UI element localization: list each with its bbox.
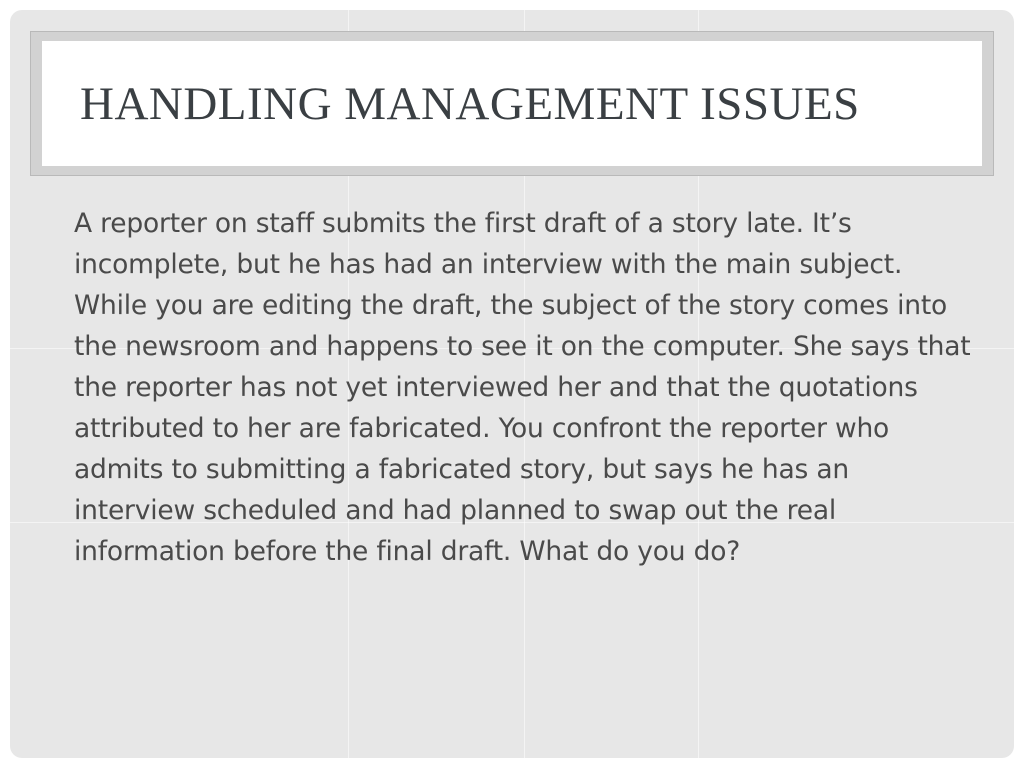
slide	[10, 10, 1014, 758]
slide-title: HANDLING MANAGEMENT ISSUES	[80, 77, 860, 130]
title-frame	[30, 31, 994, 176]
title-box	[42, 41, 982, 166]
slide-body-text: A reporter on staff submits the first draft of a story late. It’s incomplete, but he has had an interview with the main subject. While you are editing the draft, the subject of the story comes into the newsroom and happens to see it on the computer. She says that the reporter has not yet interviewed her and that the quotations attributed to her are fabricated. You confront the reporter who admits to submitting a fabricated story, but says he has an interview scheduled and had planned to swap out the real information before the final draft. What do you do?	[74, 208, 971, 567]
